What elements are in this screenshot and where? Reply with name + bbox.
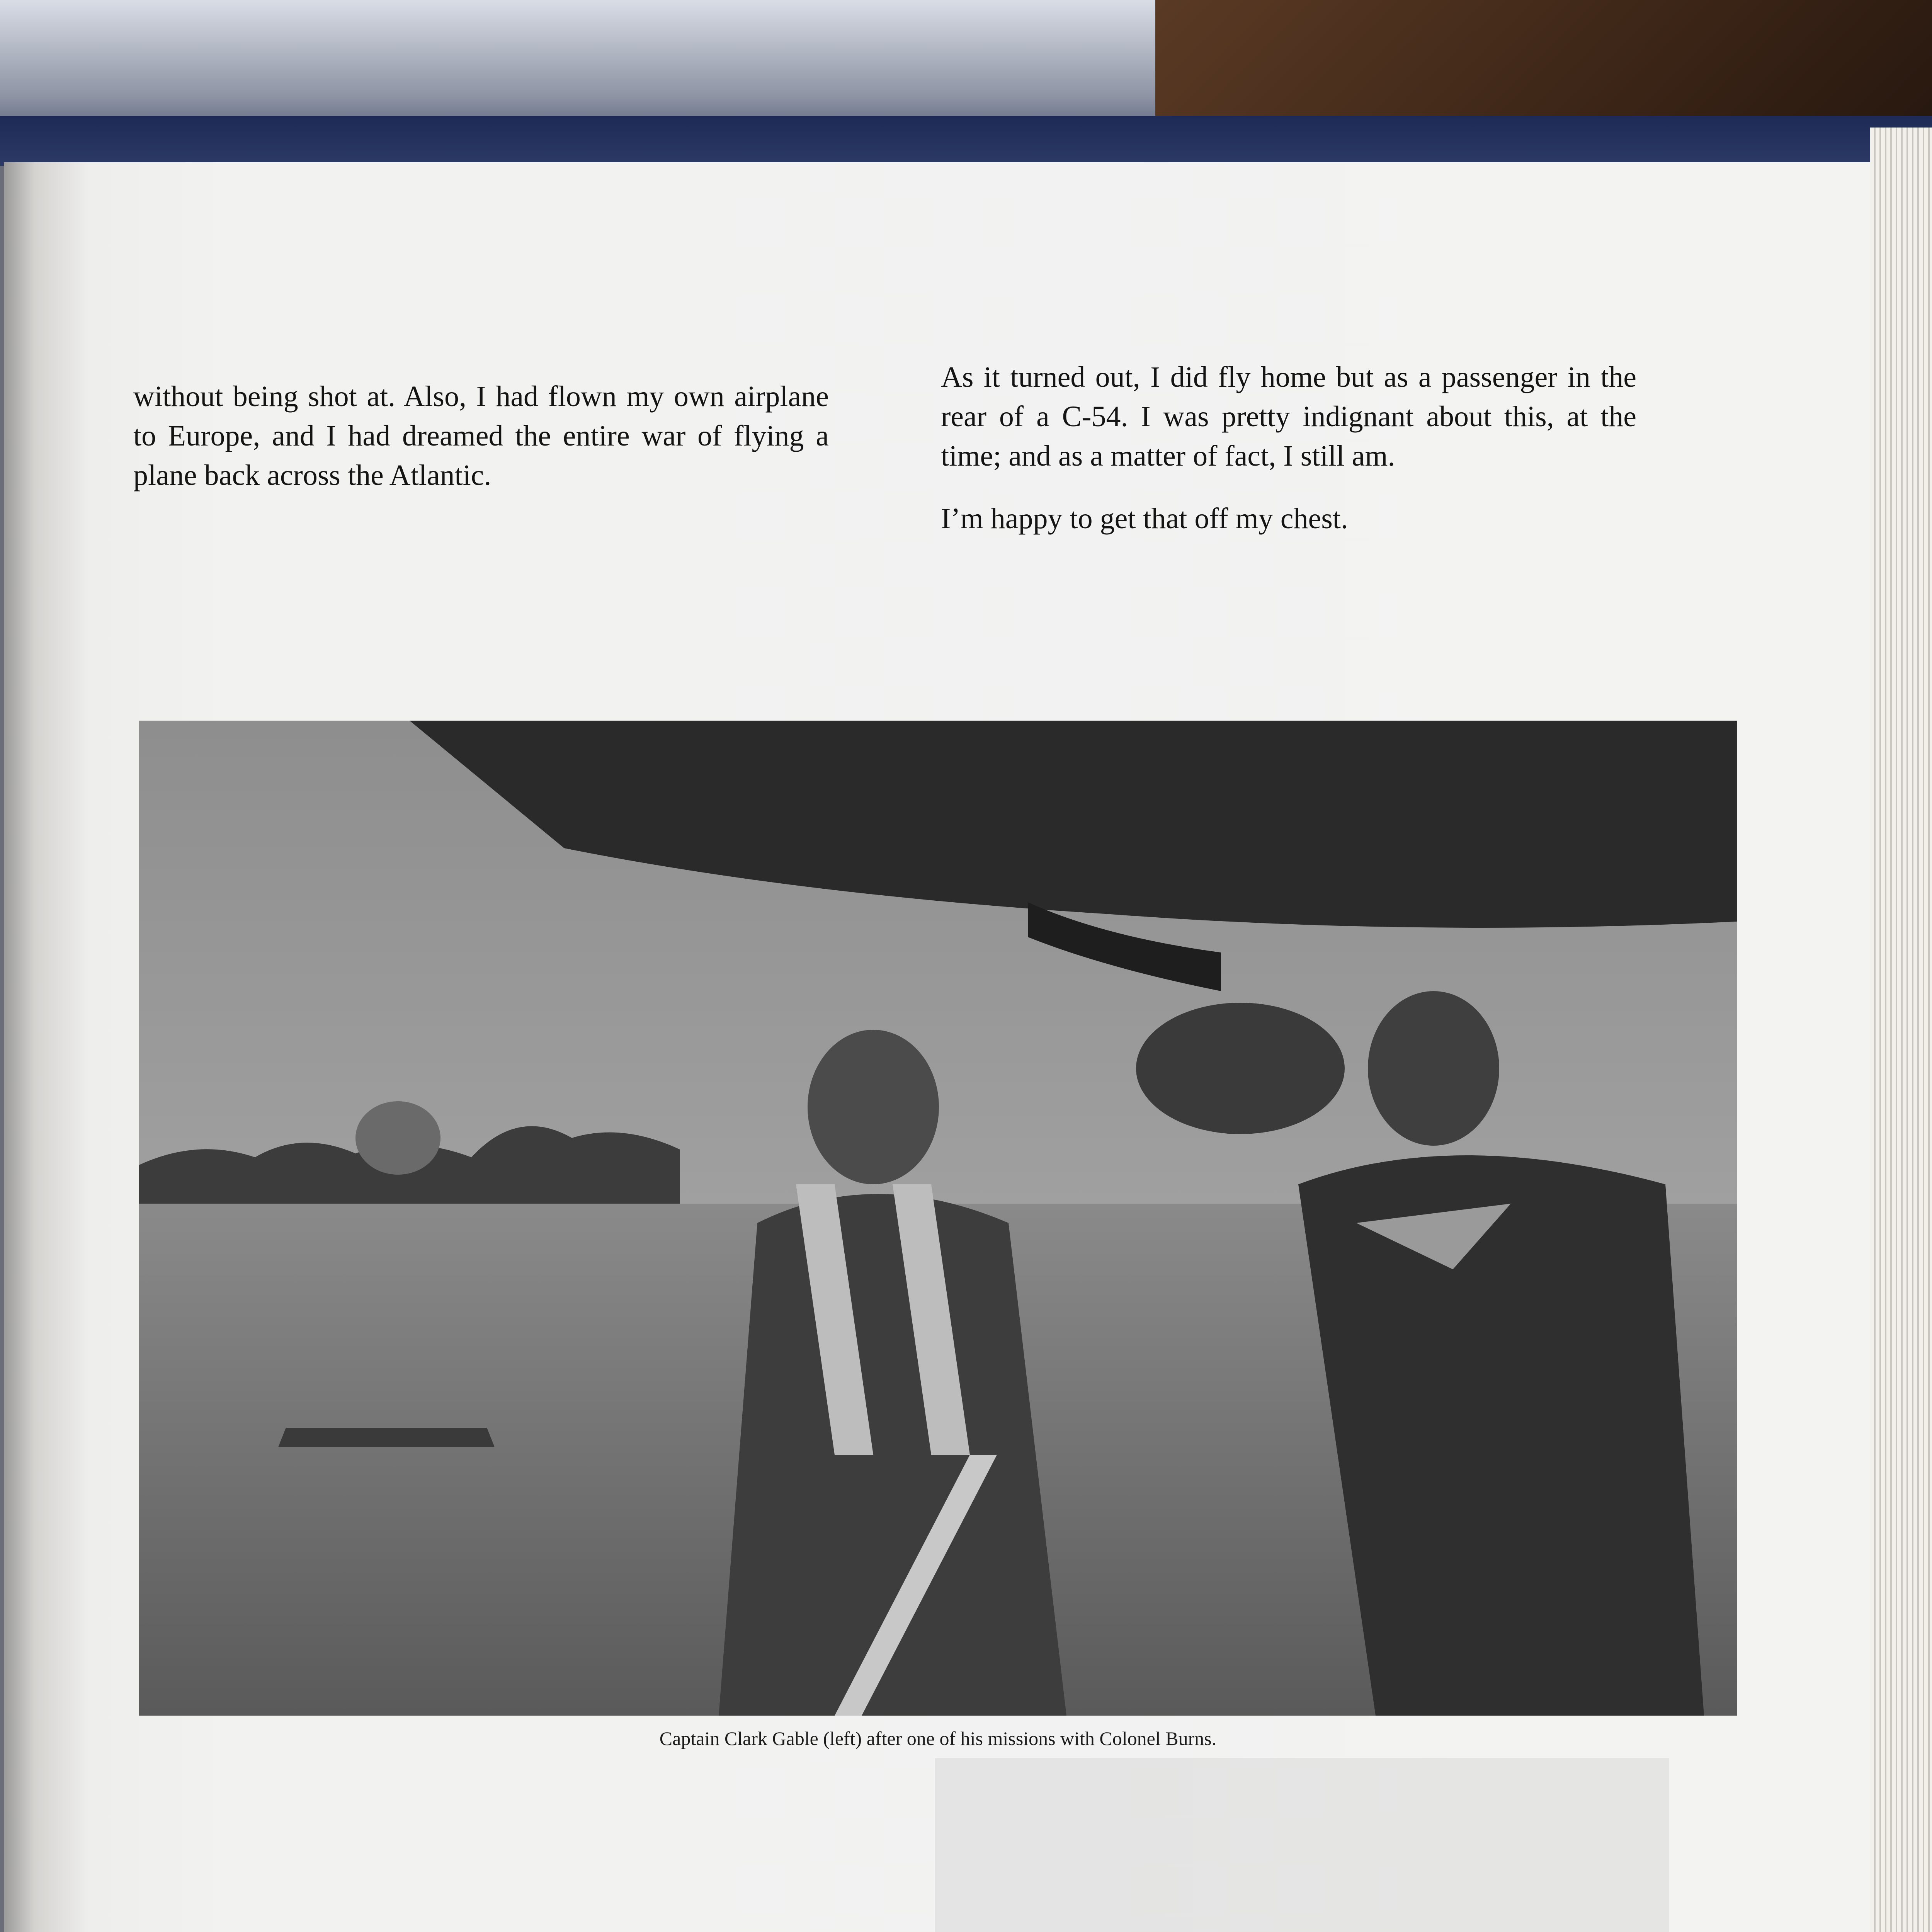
photograph bbox=[139, 721, 1737, 1716]
right-paragraph-2: I’m happy to get that off my chest. bbox=[941, 502, 1348, 535]
left-text-column bbox=[133, 377, 829, 518]
bleed-through-ghost bbox=[935, 1758, 1669, 1932]
page-edges bbox=[1870, 128, 1932, 1932]
photo-caption: Captain Clark Gable (left) after one of his missions with Colonel Burns. bbox=[659, 1728, 1217, 1749]
left-paragraph: without being shot at. Also, I had flown my own airplane to Europe, and I had dreamed the entire war of flying a plane back across the Atlantic. bbox=[133, 380, 829, 492]
right-paragraph-1: As it turned out, I did fly home but as a passenger in the rear of a C-54. I was pretty indignant about this, at the time; and as a matter of fact, I still am. bbox=[941, 361, 1636, 472]
right-text-column bbox=[941, 357, 1636, 561]
cover-edge-band bbox=[0, 116, 1932, 166]
